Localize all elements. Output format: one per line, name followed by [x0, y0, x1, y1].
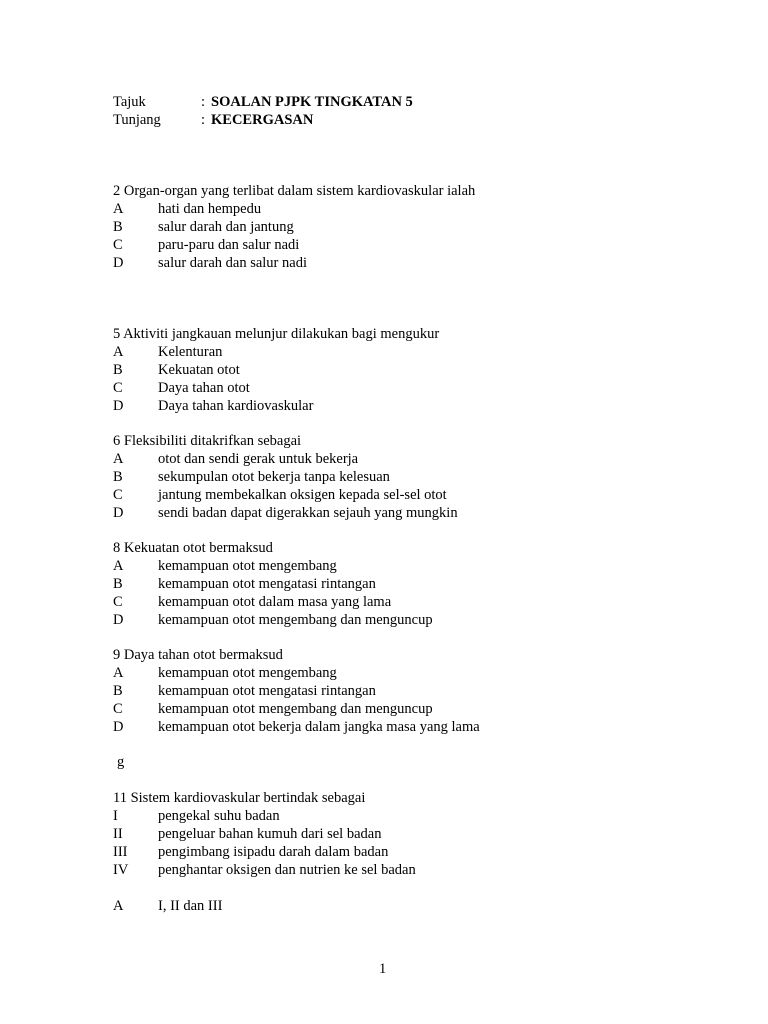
- option-text: Daya tahan otot: [158, 380, 250, 396]
- option-text: otot dan sendi gerak untuk bekerja: [158, 451, 359, 467]
- option-text: kemampuan otot mengembang: [158, 665, 337, 681]
- option-text: kemampuan otot mengembang dan menguncup: [158, 612, 433, 628]
- statement-text: pengeluar bahan kumuh dari sel badan: [158, 826, 382, 842]
- option-text: kemampuan otot dalam masa yang lama: [158, 594, 392, 610]
- option-label: D: [113, 255, 124, 271]
- option-label: C: [113, 380, 123, 396]
- option-text: salur darah dan salur nadi: [158, 255, 307, 271]
- option-label: C: [113, 594, 123, 610]
- option-text: Daya tahan kardiovaskular: [158, 398, 314, 414]
- question-heading: 6 Fleksibiliti ditakrifkan sebagai: [113, 433, 302, 449]
- option-label: D: [113, 505, 124, 521]
- statement-text: pengimbang isipadu darah dalam badan: [158, 844, 389, 860]
- header-label: Tajuk: [113, 94, 146, 110]
- option-label: A: [113, 898, 124, 914]
- option-label: C: [113, 701, 123, 717]
- option-text: kemampuan otot mengembang dan menguncup: [158, 701, 433, 717]
- option-text: salur darah dan jantung: [158, 219, 294, 235]
- option-text: jantung membekalkan oksigen kepada sel-sel otot: [158, 487, 447, 503]
- option-label: D: [113, 398, 124, 414]
- header-label: Tunjang: [113, 112, 161, 128]
- option-text: Kekuatan otot: [158, 362, 240, 378]
- question-heading: 8 Kekuatan otot bermaksud: [113, 540, 273, 556]
- option-text: kemampuan otot mengembang: [158, 558, 337, 574]
- option-label: B: [113, 576, 123, 592]
- option-label: C: [113, 487, 123, 503]
- option-label: A: [113, 344, 124, 360]
- option-text: Kelenturan: [158, 344, 223, 360]
- option-text: sendi badan dapat digerakkan sejauh yang mungkin: [158, 505, 458, 521]
- question-heading: 9 Daya tahan otot bermaksud: [113, 647, 283, 663]
- option-label: B: [113, 362, 123, 378]
- statement-label: IV: [113, 862, 129, 878]
- header-separator: :: [201, 94, 206, 110]
- stray-character: g: [117, 754, 125, 770]
- header-separator: :: [201, 112, 206, 128]
- header-value: KECERGASAN: [211, 112, 314, 128]
- question-heading: 5 Aktiviti jangkauan melunjur dilakukan bagi mengukur: [113, 326, 440, 342]
- statement-text: pengekal suhu badan: [158, 808, 280, 824]
- statement-label: II: [113, 826, 123, 842]
- option-label: C: [113, 237, 123, 253]
- option-label: A: [113, 201, 124, 217]
- option-text: kemampuan otot mengatasi rintangan: [158, 576, 376, 592]
- option-label: A: [113, 558, 124, 574]
- option-text: kemampuan otot bekerja dalam jangka masa yang lama: [158, 719, 480, 735]
- option-label: A: [113, 451, 124, 467]
- page-number: 1: [379, 961, 387, 977]
- option-text: hati dan hempedu: [158, 201, 262, 217]
- option-text: kemampuan otot mengatasi rintangan: [158, 683, 376, 699]
- header-value: SOALAN PJPK TINGKATAN 5: [211, 94, 413, 110]
- question-heading: 2 Organ-organ yang terlibat dalam sistem kardiovaskular ialah: [113, 183, 476, 199]
- option-text: I, II dan III: [158, 898, 223, 914]
- option-label: D: [113, 719, 124, 735]
- option-label: B: [113, 219, 123, 235]
- question-heading: 11 Sistem kardiovaskular bertindak sebagai: [113, 790, 366, 806]
- option-label: D: [113, 612, 124, 628]
- option-text: paru-paru dan salur nadi: [158, 237, 300, 253]
- statement-label: III: [113, 844, 128, 860]
- option-label: A: [113, 665, 124, 681]
- statement-text: penghantar oksigen dan nutrien ke sel badan: [158, 862, 416, 878]
- option-label: B: [113, 683, 123, 699]
- statement-label: I: [113, 808, 118, 824]
- option-text: sekumpulan otot bekerja tanpa kelesuan: [158, 469, 390, 485]
- option-label: B: [113, 469, 123, 485]
